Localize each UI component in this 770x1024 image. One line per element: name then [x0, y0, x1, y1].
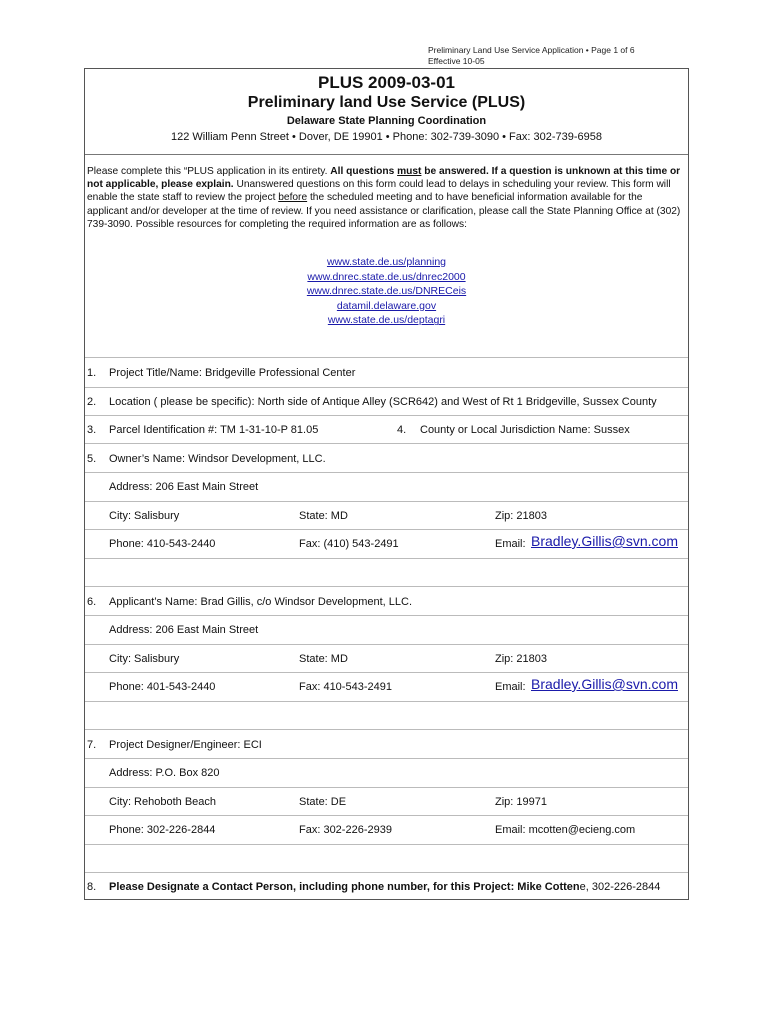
applicant-state: State: MD: [299, 653, 348, 665]
owner-address: Address: 206 East Main Street: [109, 481, 259, 493]
resource-links: [85, 255, 688, 328]
applicant-email-link[interactable]: Bradley.Gillis@svn.com: [531, 676, 678, 692]
divider: [85, 615, 688, 616]
q1-num: 1.: [87, 367, 97, 379]
header-line-2: Effective 10-05: [428, 56, 485, 66]
link-dnrec2000[interactable]: www.dnrec.state.de.us/dnrec2000: [307, 270, 466, 283]
applicant-phone-row: [85, 676, 685, 697]
divider: [85, 729, 688, 730]
designer-zip: Zip: 19971: [495, 796, 547, 808]
q6-num: 6.: [87, 596, 97, 608]
divider: [85, 872, 688, 873]
divider: [85, 472, 688, 473]
divider: [85, 758, 688, 759]
org-name: Delaware State Planning Coordination: [286, 115, 487, 127]
link-dnreceis[interactable]: www.dnrec.state.de.us/DNRECeis: [306, 285, 467, 298]
owner-email-link[interactable]: Bradley.Gillis@svn.com: [531, 533, 678, 549]
q1-text: Project Title/Name: Bridgeville Professional Center: [109, 367, 356, 379]
q8-num: 8.: [87, 881, 97, 893]
designer-phone: Phone: 302-226-2844: [109, 824, 216, 836]
q8-rest-text: e, 302-226-2844: [579, 881, 661, 893]
link-planning[interactable]: www.state.de.us/planning: [326, 256, 447, 268]
q8-bold-text: Please Designate a Contact Person, including phone number, for this Project: Mike Cotten: [109, 881, 580, 893]
owner-phone-row: [85, 533, 685, 554]
link-datamil[interactable]: datamil.delaware.gov: [336, 299, 437, 312]
designer-city: City: Rehoboth Beach: [109, 796, 217, 808]
form-name: Preliminary land Use Service (PLUS): [247, 94, 526, 111]
form-frame: [84, 68, 689, 900]
intro-paragraph: [87, 165, 685, 231]
intro-text-3: the scheduled meeting and to have beneficial information available for the applicant and/or developer at the time of review. If you need assistance or clarification, please call the State Planning Office at (302) 739-3090. Possible resources for completing the required information are as follows:: [87, 192, 681, 230]
intro-text-2: Unanswered questions on this form could lead to delays in scheduling your review. This form will enable the state staff to review the project: [87, 179, 671, 204]
q3-text: Parcel Identification #: TM 1-31-10-P 81.05: [109, 424, 319, 436]
divider: [85, 415, 688, 416]
divider: [85, 672, 688, 673]
designer-state: State: DE: [299, 796, 347, 808]
q2-text: Location ( please be specific): North side of Antique Alley (SCR642) and West of Rt 1 Bridgeville, Sussex County: [109, 396, 657, 408]
q7-num: 7.: [87, 739, 97, 751]
intro-text-1: Please complete this “PLUS application in its entirety.: [87, 166, 331, 177]
owner-name: Owner’s Name: Windsor Development, LLC.: [109, 453, 326, 465]
divider: [85, 701, 688, 702]
divider: [85, 586, 688, 587]
applicant-city: City: Salisbury: [109, 653, 180, 665]
owner-email-label: Email:: [495, 538, 526, 550]
applicant-phone: Phone: 401-543-2440: [109, 681, 216, 693]
applicant-fax: Fax: 410-543-2491: [299, 681, 392, 693]
designer-fax: Fax: 302-226-2939: [299, 824, 392, 836]
designer-address: Address: P.O. Box 820: [109, 767, 220, 779]
divider: [85, 787, 688, 788]
divider: [85, 815, 688, 816]
owner-city: City: Salisbury: [109, 510, 180, 522]
divider: [85, 501, 688, 502]
divider: [85, 644, 688, 645]
intro-bold-1: All questions: [330, 166, 398, 177]
owner-zip: Zip: 21803: [495, 510, 547, 522]
link-deptagri[interactable]: www.state.de.us/deptagri: [327, 314, 446, 327]
intro-bold-2: be answered. If a question is unknown at this time or not applicable, please explain.: [87, 166, 681, 191]
plus-id: PLUS 2009-03-01: [317, 73, 456, 92]
org-address: 122 William Penn Street • Dover, DE 19901 • Phone: 302-739-3090 • Fax: 302-739-6958: [170, 131, 603, 143]
applicant-name: Applicant’s Name: Brad Gillis, c/o Windsor Development, LLC.: [109, 596, 413, 608]
applicant-address: Address: 206 East Main Street: [109, 624, 259, 636]
designer-email: Email: mcotten@ecieng.com: [495, 824, 636, 836]
header-line-1: Preliminary Land Use Service Application • Page 1 of 6: [428, 45, 635, 55]
divider: [85, 529, 688, 530]
q4-num: 4.: [397, 424, 407, 436]
q5-num: 5.: [87, 453, 97, 465]
applicant-zip: Zip: 21803: [495, 653, 547, 665]
intro-must: must: [397, 166, 422, 177]
owner-fax: Fax: (410) 543-2491: [299, 538, 399, 550]
divider: [85, 387, 688, 388]
q3-num: 3.: [87, 424, 97, 436]
page-header-note: [428, 45, 635, 67]
q2-num: 2.: [87, 396, 97, 408]
divider: [85, 443, 688, 444]
q4-text: County or Local Jurisdiction Name: Sussex: [420, 424, 630, 436]
designer-name: Project Designer/Engineer: ECI: [109, 739, 262, 751]
owner-phone: Phone: 410-543-2440: [109, 538, 216, 550]
divider: [85, 558, 688, 559]
divider: [85, 357, 688, 358]
applicant-email-label: Email:: [495, 681, 526, 693]
divider: [85, 844, 688, 845]
owner-state: State: MD: [299, 510, 348, 522]
intro-before: before: [278, 192, 308, 204]
title-box: [85, 69, 688, 155]
